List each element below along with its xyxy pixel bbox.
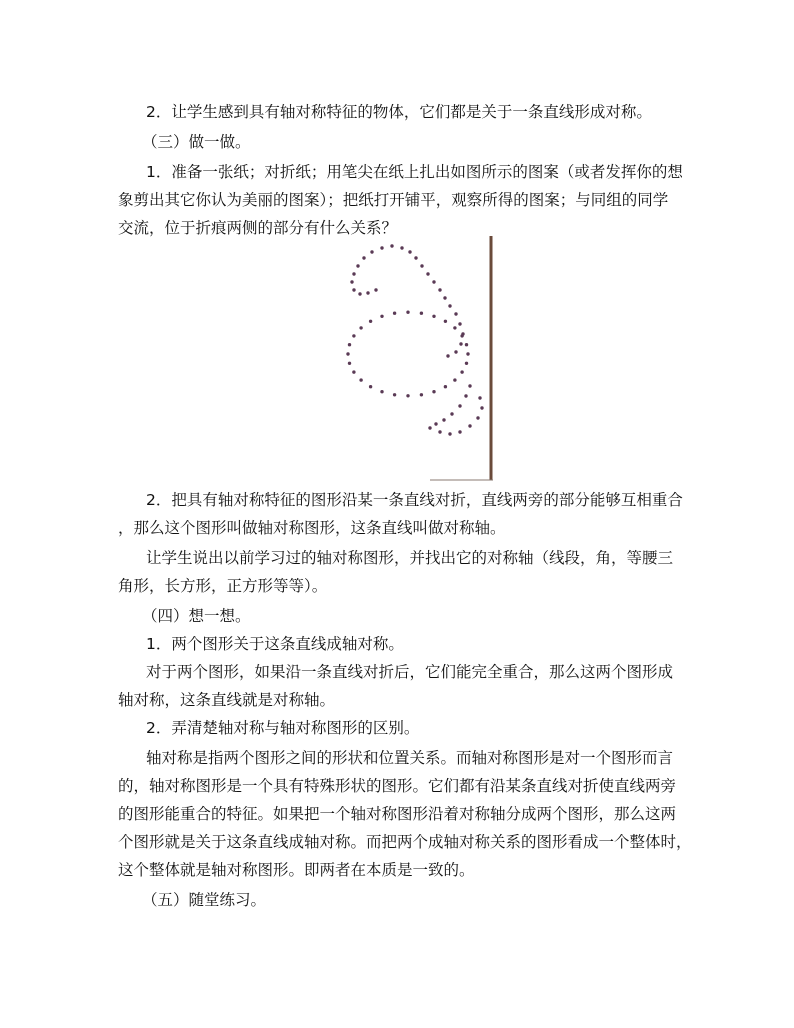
pin-dot [466, 352, 469, 355]
pin-dot [369, 320, 372, 323]
pin-dot [393, 312, 396, 315]
pin-dot [400, 246, 403, 249]
pin-dot [464, 394, 467, 397]
pin-dot [468, 424, 471, 427]
pin-dot [380, 315, 383, 318]
pin-dot [390, 244, 393, 247]
pin-dot [460, 334, 463, 337]
text-line: 交流，位于折痕两侧的部分有什么关系？ [118, 219, 398, 237]
section-heading: （四）想一想。 [142, 607, 251, 625]
pin-dot [352, 334, 355, 337]
pin-dot [369, 385, 372, 388]
pin-dot [352, 272, 355, 275]
pin-dot [444, 385, 447, 388]
pin-dot [478, 396, 481, 399]
pin-dot [362, 256, 365, 259]
pin-dot [346, 352, 349, 355]
pin-dot [408, 250, 411, 253]
pin-dot [468, 384, 471, 387]
pin-dot [448, 304, 451, 307]
section-heading: （五）随堂练习。 [142, 891, 267, 909]
text-line: 个图形就是关于这条直线成轴对称。而把两个成轴对称关系的图形看成一个整体时， [118, 833, 692, 851]
pin-dot [459, 342, 462, 345]
section-heading: （三）做一做。 [142, 133, 251, 151]
pin-dot [420, 264, 423, 267]
pin-dot [428, 426, 431, 429]
pin-dot [476, 416, 479, 419]
pin-dot [406, 394, 409, 397]
pin-dot [434, 422, 437, 425]
pin-dot [380, 390, 383, 393]
pin-dot [374, 288, 377, 291]
pin-dot [465, 362, 468, 365]
pin-dot [393, 393, 396, 396]
pin-dot [350, 280, 353, 283]
pin-dot [453, 326, 456, 329]
pin-dot [426, 272, 429, 275]
pin-dot [458, 404, 461, 407]
pin-dot [348, 362, 351, 365]
pin-dot [465, 343, 468, 346]
pin-dot [460, 370, 463, 373]
pin-dot [446, 354, 449, 357]
pin-dot [480, 406, 483, 409]
pin-dot [458, 430, 461, 433]
text-line: 对于两个图形，如果沿一条直线对折后，它们能完全重合，那么这两个图形成 [146, 663, 674, 681]
pin-dot [458, 322, 461, 325]
pin-dot [348, 343, 351, 346]
text-line: 2．让学生感到具有轴对称特征的物体，它们都是关于一条直线形成对称。 [146, 103, 652, 121]
pin-dot [352, 370, 355, 373]
pin-dot [380, 246, 383, 249]
pin-dot [406, 311, 409, 314]
pin-dot [442, 418, 445, 421]
text-line: 让学生说出以前学习过的轴对称图形，并找出它的对称轴（线段，角，等腰三 [146, 549, 674, 567]
text-line: 象剪出其它你认为美丽的图案）；把纸打开铺平，观察所得的图案；与同组的同学 [118, 191, 669, 209]
pin-dot [366, 291, 369, 294]
pin-dot [432, 315, 435, 318]
pin-dot [420, 312, 423, 315]
text-line: 2．弄清楚轴对称与轴对称图形的区别。 [146, 719, 420, 737]
text-line: 角形，长方形，正方形等等）。 [118, 577, 328, 595]
pin-dot [454, 312, 457, 315]
pin-dot [444, 320, 447, 323]
text-line: 轴对称，这条直线就是对称轴。 [118, 691, 336, 709]
text-line: 2．把具有轴对称特征的图形沿某一条直线对折，直线两旁的部分能够互相重合 [146, 491, 683, 509]
text-line: ，那么这个图形叫做轴对称图形，这条直线叫做对称轴。 [118, 519, 506, 537]
text-line: 轴对称是指两个图形之间的形状和位置关系。而轴对称图形是对一个图形而言 [146, 749, 674, 767]
pin-dot [443, 296, 446, 299]
pin-dot [432, 390, 435, 393]
text-line: 的图形能重合的特征。如果把一个轴对称图形沿着对称轴分成两个图形，那么这两 [118, 805, 677, 823]
pin-dot [370, 250, 373, 253]
pin-dot [438, 430, 441, 433]
dotted-pattern-figure [330, 236, 500, 482]
text-line: 1．准备一张纸；对折纸；用笔尖在纸上扎出如图所示的图案（或者发挥你的想 [146, 163, 683, 181]
text-line: 这个整体就是轴对称图形。即两者在本质是一致的。 [118, 861, 475, 879]
pin-dot [359, 378, 362, 381]
pin-dot [352, 288, 355, 291]
text-line: 1．两个图形关于这条直线成轴对称。 [146, 635, 404, 653]
pin-dot [358, 292, 361, 295]
pin-dot [454, 350, 457, 353]
pin-dot [359, 326, 362, 329]
pin-dot [448, 432, 451, 435]
pin-dots [346, 244, 483, 435]
pin-dot [438, 288, 441, 291]
pin-dot [414, 256, 417, 259]
pin-dot [453, 378, 456, 381]
pin-dot [420, 393, 423, 396]
pin-dot [432, 280, 435, 283]
pin-dot [356, 264, 359, 267]
text-line: 的，轴对称图形是一个具有特殊形状的图形。它们都有沿某条直线对折使直线两旁 [118, 777, 677, 795]
pin-dot [450, 412, 453, 415]
